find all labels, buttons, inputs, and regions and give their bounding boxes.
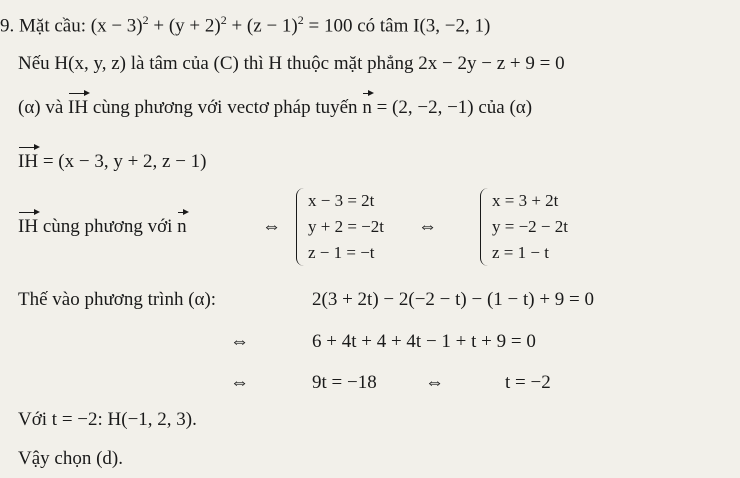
sphere-term-1: 9. Mặt cầu: (x − 3) (0, 15, 143, 37)
vector-ih: IH (18, 151, 39, 172)
iff-arrow: ⇔ (262, 216, 281, 237)
vector-ih: IH (68, 97, 89, 118)
iff-arrow: ⇔ (425, 372, 444, 393)
iff-arrow: ⇔ (418, 216, 437, 237)
system-row: x − 3 = 2t (308, 191, 375, 210)
system-row: y + 2 = −2t (308, 217, 384, 236)
ih-vector-line (18, 150, 207, 174)
text: = (2, −2, −1) của (α) (376, 97, 533, 118)
sphere-line (0, 8, 490, 38)
iff-arrow: ⇔ (230, 372, 249, 393)
vector-n: n (362, 97, 372, 118)
simplified-equation: 9t = −18 (312, 372, 377, 393)
parallel-line (18, 215, 187, 239)
t-solution: t = −2 (505, 372, 551, 393)
exponent: 2 (142, 13, 149, 27)
system-row: z − 1 = −t (308, 243, 375, 262)
system-row: x = 3 + 2t (492, 191, 559, 210)
sphere-center: = 100 có tâm I(3, −2, 1) (303, 15, 491, 37)
substitute-label: Thế vào phương trình (α): (18, 289, 217, 310)
plane-line: Nếu H(x, y, z) là tâm của (C) thì H thuộc mặt phẳng 2x − 2y − z + 9 = 0 (18, 53, 565, 74)
vector-ih: IH (18, 216, 39, 237)
expanded-equation: 6 + 4t + 4 + 4t − 1 + t + 9 = 0 (312, 331, 536, 352)
sphere-term-2: + (y + 2) (148, 15, 221, 37)
sphere-term-3: + (z − 1) (226, 15, 298, 37)
exponent: 2 (297, 13, 304, 27)
text: (α) và (18, 97, 64, 118)
exponent: 2 (220, 13, 227, 27)
point-h-line: Với t = −2: H(−1, 2, 3). (18, 409, 197, 430)
text: cùng phương với vectơ pháp tuyến (92, 97, 358, 118)
brace (480, 188, 491, 266)
system-row: z = 1 − t (492, 243, 549, 262)
substitute-equation: 2(3 + 2t) − 2(−2 − t) − (1 − t) + 9 = 0 (312, 289, 595, 310)
answer-line: Vậy chọn (d). (18, 448, 123, 469)
iff-arrow: ⇔ (230, 331, 249, 352)
system-row: y = −2 − 2t (492, 217, 568, 236)
normal-vector-line (18, 96, 532, 120)
ih-components: = (x − 3, y + 2, z − 1) (42, 151, 207, 172)
vector-n: n (177, 216, 187, 237)
text: cùng phương với (42, 216, 173, 237)
brace (296, 188, 307, 266)
